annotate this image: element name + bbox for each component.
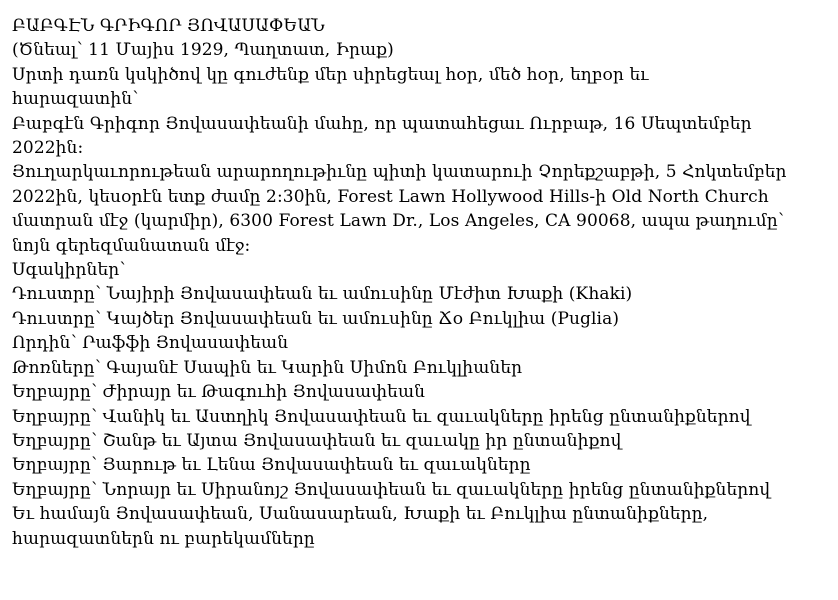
closing-line: հարազատներն ու բարեկամները bbox=[12, 528, 315, 549]
birth-info: (Ծնեալ՝ 11 Մայիս 1929, Պաղտատ, Իրաք) bbox=[12, 40, 394, 61]
funeral-info-line: 2022ին, կեսօրէն ետք ժամը 2:30ին, Forest Lawn Hollywood Hills-ի Old North Church bbox=[12, 186, 769, 207]
funeral-info-line: նոյն գերեզմանատան մէջ։ bbox=[12, 235, 251, 256]
intro-line: հարազատին՝ bbox=[12, 89, 139, 110]
intro-line: Սրտի դառն կսկիծով կը գուժենք մեր սիրեցեալ հօր, մեծ հօր, եղբօր եւ bbox=[12, 64, 649, 85]
mourner-line: Եղբայրը՝ Նորայր եւ Սիրանոյշ Յովասափեան եւ զաւակները իրենց ընտանիքներով bbox=[12, 479, 771, 500]
mourner-line: Դուստրը՝ Կայծեր Յովասափեան եւ ամուսինը Ճօ Բուկլիա (Puglia) bbox=[12, 308, 620, 329]
mourner-line: Դուստրը՝ Նայիրի Յովասափեան եւ ամուսինը Մէժիտ Խաքի (Khaki) bbox=[12, 284, 633, 305]
obituary-document bbox=[12, 14, 826, 551]
mourner-line: Եղբայրը՝ Յարութ եւ Լենա Յովասափեան եւ զաւակները bbox=[12, 455, 531, 476]
mourners-heading: Սգակիրներ՝ bbox=[12, 260, 126, 281]
death-notice-line: Բաբգէն Գրիգոր Յովասափեանի մահը, որ պատահեցաւ Ուրբաթ, 16 Սեպտեմբեր bbox=[12, 113, 752, 134]
mourner-line: Որդին՝ Րաֆֆի Յովասափեան bbox=[12, 333, 289, 354]
closing-line: Եւ համայն Յովասափեան, Սանասարեան, Խաքի եւ Բուկլիա ընտանիքները, bbox=[12, 504, 709, 525]
mourner-line: Թոռները՝ Գայանէ Սապին եւ Կարին Սիմոն Բուկլիաներ bbox=[12, 357, 523, 378]
death-notice-line: 2022ին։ bbox=[12, 138, 84, 159]
funeral-info-line: մատրան մէջ (կարմիր), 6300 Forest Lawn Dr., Los Angeles, CA 90068, ապա թաղումը՝ bbox=[12, 211, 785, 232]
mourner-line: Եղբայրը՝ Ժիրայր եւ Թագուհի Յովասափեան bbox=[12, 382, 426, 403]
mourner-line: Եղբայրը՝ Շանթ եւ Այտա Յովասափեան եւ զաւակը իր ընտանիքով bbox=[12, 430, 622, 451]
name-heading: ԲԱԲԳԷՆ ԳՐԻԳՈՐ ՅՈՎԱՍԱՓԵԱՆ bbox=[12, 16, 325, 36]
funeral-info-line: Յուղարկաւորութեան արարողութիւնը պիտի կատարուի Չորեքշաբթի, 5 Հոկտեմբեր bbox=[12, 162, 787, 183]
mourner-line: Եղբայրը՝ Վանիկ եւ Աստղիկ Յովասափեան եւ զաւակները իրենց ընտանիքներով bbox=[12, 406, 751, 427]
